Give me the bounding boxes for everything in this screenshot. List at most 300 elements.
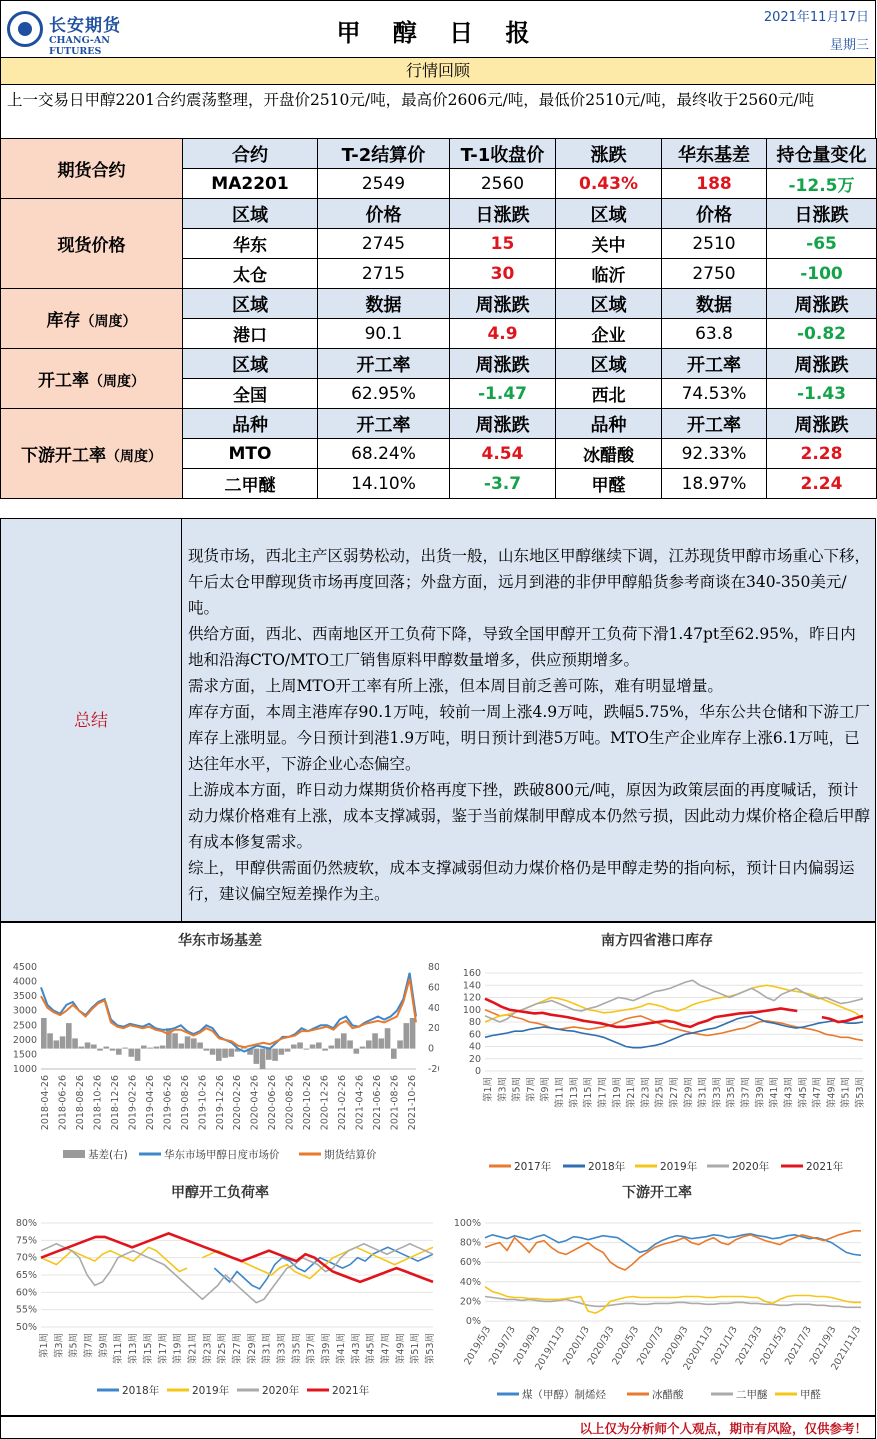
- futures-header: 华东基差: [662, 139, 767, 169]
- y-tick-label: 4000: [12, 976, 37, 988]
- x-tick-label: 第27周: [669, 1077, 680, 1109]
- operating-change: -1.47: [450, 379, 556, 409]
- futures-basis: 188: [662, 169, 767, 199]
- operating-label-sub: （周度）: [89, 374, 145, 390]
- operating-header: 区域: [183, 349, 318, 379]
- x-tick-label: 第13周: [568, 1077, 580, 1109]
- x-tick-label: 2021-04-26: [354, 1075, 366, 1131]
- x-tick-label: 2019-12-26: [214, 1075, 226, 1131]
- y-tick-label: 20: [468, 1053, 481, 1065]
- operating-change: -1.43: [767, 379, 877, 409]
- x-tick-label: 第41周: [769, 1077, 781, 1109]
- operating-header: 开工率: [318, 349, 450, 379]
- basis-bar: [104, 1047, 110, 1049]
- y-tick-label: 20%: [459, 1296, 481, 1308]
- y-tick-label: 60: [468, 1029, 481, 1041]
- y-tick-label: 55%: [15, 1304, 37, 1316]
- futures-change: 0.43%: [556, 169, 662, 199]
- basis-bar: [72, 1038, 78, 1048]
- spot-header: 区域: [556, 199, 662, 229]
- legend-label: 2019年: [192, 1385, 230, 1397]
- basis-bar: [179, 1044, 185, 1049]
- legend-label: 煤（甲醇）制烯烃: [522, 1389, 606, 1401]
- x-tick-label: 第17周: [157, 1333, 169, 1365]
- inventory-section-label: [1, 289, 183, 349]
- x-tick-label: 第39周: [321, 1333, 333, 1365]
- inventory-header: 周涨跌: [767, 289, 877, 319]
- x-tick-label: 第45周: [797, 1077, 809, 1109]
- y-tick-label: 80: [468, 1017, 481, 1028]
- chart-basis: [1, 923, 450, 1173]
- series-line: [485, 1234, 861, 1256]
- y-tick-label: 2500: [12, 1020, 37, 1032]
- x-tick-label: 第33周: [711, 1077, 723, 1109]
- basis-bar: [410, 1018, 416, 1049]
- basis-bar: [191, 1038, 197, 1048]
- x-tick-label: 2019-02-26: [127, 1075, 139, 1131]
- basis-bar: [397, 1040, 403, 1048]
- y2-tick-label: 600: [428, 982, 447, 994]
- summary-paragraph: 现货市场，西北主产区弱势松动，出货一般，山东地区甲醇继续下调，江苏现货甲醇市场重心下移，午后太仓甲醇现货市场再度回落；外盘方面，远月到港的非伊甲醇船货参考商谈在340-350美元/吨。: [188, 547, 871, 617]
- basis-bar: [122, 1048, 128, 1049]
- x-tick-label: 2021-02-26: [337, 1075, 349, 1131]
- legend-label: 2020年: [262, 1385, 300, 1397]
- x-tick-label: 2019-06-26: [162, 1075, 174, 1131]
- x-tick-label: 第9周: [98, 1333, 110, 1359]
- downstream-header: 开工率: [662, 409, 767, 439]
- futures-header: 合约: [183, 139, 318, 169]
- series-line: [485, 1016, 863, 1048]
- x-tick-label: 2019/5/3: [462, 1324, 494, 1367]
- summary-paragraph: 库存方面，本周主港库存90.1万吨，较前一周上涨4.9万吨，跌幅5.75%，华东公共仓储和下游工厂库存上涨明显。今日预计到港1.9万吨，明日预计到港5万吨。MTO生产企业库存上涨6.1万吨，已达往年水平，下游企业心态偏空。: [188, 703, 870, 773]
- x-tick-label: 2019-08-26: [179, 1075, 191, 1131]
- x-tick-label: 第45周: [365, 1333, 377, 1365]
- y-tick-label: 60%: [15, 1287, 37, 1299]
- disclaimer: 以上仅为分析师个人观点，期市有风险，仅供参考！: [579, 1421, 867, 1436]
- basis-bar: [310, 1045, 316, 1049]
- x-tick-label: 第41周: [335, 1333, 347, 1365]
- x-tick-label: 2020/9/3: [659, 1324, 691, 1367]
- x-tick-label: 第7周: [83, 1333, 95, 1359]
- x-tick-label: 第25周: [217, 1333, 229, 1365]
- x-tick-label: 第49周: [826, 1077, 838, 1109]
- x-tick-label: 2020/3/3: [585, 1324, 617, 1367]
- y-tick-label: 100: [462, 1004, 481, 1016]
- spot-region: 华东: [183, 229, 318, 259]
- y2-tick-label: -200: [428, 1064, 450, 1075]
- x-tick-label: 第31周: [261, 1333, 273, 1365]
- basis-bar: [116, 1049, 122, 1055]
- downstream-rate: 92.33%: [662, 439, 767, 469]
- x-tick-label: 2019-04-26: [144, 1075, 156, 1131]
- footer: [0, 1416, 876, 1439]
- spot-price: 2510: [662, 229, 767, 259]
- futures-header: T-2结算价: [318, 139, 450, 169]
- x-tick-label: 2019/9/3: [511, 1324, 543, 1367]
- basis-bar: [54, 1040, 60, 1048]
- summary-text: [181, 518, 876, 922]
- basis-bar: [41, 1018, 47, 1049]
- x-tick-label: 第47周: [812, 1077, 824, 1109]
- y-tick-label: 80%: [15, 1218, 37, 1229]
- x-tick-label: 2020-06-26: [267, 1075, 279, 1131]
- basis-bar: [372, 1033, 378, 1048]
- x-tick-label: 第29周: [683, 1077, 695, 1109]
- basis-bar: [210, 1049, 216, 1055]
- x-tick-label: 第15周: [583, 1077, 595, 1109]
- x-tick-label: 2021/9/3: [807, 1324, 839, 1367]
- spot-header: 区域: [183, 199, 318, 229]
- x-tick-label: 第47周: [380, 1333, 392, 1365]
- x-tick-label: 第25周: [654, 1077, 666, 1109]
- y-tick-label: 120: [462, 992, 481, 1004]
- x-tick-label: 2021-10-26: [407, 1075, 418, 1131]
- operating-header: 开工率: [662, 349, 767, 379]
- basis-bar: [97, 1049, 103, 1051]
- review-title: 行情回顾: [0, 57, 876, 85]
- series-line: [485, 1287, 861, 1314]
- basis-bar: [66, 1023, 72, 1049]
- legend-label: 期货结算价: [324, 1149, 377, 1161]
- basis-bar: [385, 1028, 391, 1048]
- spot-change: -100: [767, 259, 877, 289]
- spot-change: 30: [450, 259, 556, 289]
- spot-price: 2745: [318, 229, 450, 259]
- downstream-product: 冰醋酸: [556, 439, 662, 469]
- downstream-label-sub: （周度）: [106, 449, 162, 465]
- y2-tick-label: 400: [428, 1002, 447, 1014]
- spot-price: 2715: [318, 259, 450, 289]
- series-line: [41, 1247, 433, 1278]
- inventory-header: 数据: [662, 289, 767, 319]
- x-tick-label: 第11周: [113, 1333, 125, 1365]
- x-tick-label: 第11周: [554, 1077, 566, 1109]
- y2-tick-label: 200: [428, 1023, 447, 1035]
- legend-swatch: [63, 1150, 85, 1158]
- x-tick-label: 第5周: [68, 1333, 80, 1359]
- x-tick-label: 第51周: [840, 1077, 852, 1109]
- downstream-rate: 18.97%: [662, 469, 767, 499]
- downstream-rate: 14.10%: [318, 469, 450, 499]
- x-tick-label: 2018-08-26: [74, 1075, 86, 1131]
- x-tick-label: 2020/5/3: [610, 1324, 642, 1367]
- basis-bar: [222, 1049, 228, 1058]
- basis-bar: [379, 1038, 385, 1048]
- x-tick-label: 第19周: [172, 1333, 184, 1365]
- spot-price: 2750: [662, 259, 767, 289]
- x-tick-label: 2020-02-26: [232, 1075, 244, 1131]
- downstream-header: 开工率: [318, 409, 450, 439]
- y2-tick-label: 800: [428, 962, 447, 973]
- downstream-label: 下游开工率: [21, 446, 106, 466]
- x-tick-label: 第1周: [39, 1333, 50, 1359]
- x-tick-label: 2021/5/3: [758, 1324, 790, 1367]
- spot-header: 价格: [318, 199, 450, 229]
- legend-label: 2018年: [588, 1161, 626, 1173]
- inventory-region: 企业: [556, 319, 662, 349]
- x-tick-label: 2020-10-26: [302, 1075, 314, 1131]
- x-tick-label: 第17周: [597, 1077, 609, 1109]
- spot-header: 日涨跌: [767, 199, 877, 229]
- summary-paragraph: 综上，甲醇供需面仍然疲软，成本支撑减弱但动力煤价格仍是甲醇走势的指向标，预计日内偏弱运行，建议偏空短差操作为主。: [188, 859, 855, 903]
- futures-header: 涨跌: [556, 139, 662, 169]
- legend-label: 2017年: [514, 1161, 552, 1173]
- inventory-change: 4.9: [450, 319, 556, 349]
- y-tick-label: 2000: [12, 1034, 37, 1046]
- basis-bar: [347, 1040, 353, 1048]
- x-tick-label: 2018-10-26: [92, 1075, 104, 1131]
- x-tick-label: 2021/1/3: [709, 1324, 740, 1367]
- inventory-label-sub: （周度）: [80, 314, 137, 330]
- x-tick-label: 2020-04-26: [249, 1075, 261, 1131]
- x-tick-label: 第53周: [425, 1333, 436, 1365]
- x-tick-label: 第3周: [53, 1333, 65, 1359]
- basis-bar: [47, 1033, 53, 1048]
- spot-header: 价格: [662, 199, 767, 229]
- downstream-product: 二甲醚: [183, 469, 318, 499]
- logo-en: CHANG-AN FUTURES: [49, 35, 110, 57]
- summary-paragraph: 需求方面，上周MTO开工率有所上涨，但本周目前乏善可陈，难有明显增量。: [188, 677, 723, 695]
- spot-change: -65: [767, 229, 877, 259]
- operating-label: 开工率: [38, 371, 89, 391]
- basis-bar: [404, 1023, 410, 1049]
- x-tick-label: 第5周: [511, 1077, 523, 1103]
- x-tick-label: 2021/11/3: [829, 1324, 864, 1373]
- x-tick-label: 2020/1/3: [561, 1324, 592, 1367]
- report-date: 2021年11月17日: [763, 10, 869, 25]
- legend-label: 2019年: [660, 1161, 698, 1173]
- x-tick-label: 2019-10-26: [197, 1075, 209, 1131]
- operating-header: 区域: [556, 349, 662, 379]
- summary-paragraph: 供给方面，西北、西南地区开工负荷下降，导致全国甲醇开工负荷下滑1.47pt至62.95%，昨日内地和沿海CTO/MTO工厂销售原料甲醇数量增多，供应预期增多。: [188, 625, 856, 669]
- spot-header: 日涨跌: [450, 199, 556, 229]
- x-tick-label: 第37周: [306, 1333, 318, 1365]
- basis-bar: [154, 1047, 160, 1049]
- review-text: 上一交易日甲醇2201合约震荡整理，开盘价2510元/吨，最高价2606元/吨，最低价2510元/吨，最终收于2560元/吨: [0, 84, 876, 139]
- downstream-change: 4.54: [450, 439, 556, 469]
- inventory-region: 港口: [183, 319, 318, 349]
- x-tick-label: 第7周: [525, 1077, 537, 1103]
- logo-cn: 长安期货: [49, 16, 121, 36]
- basis-bar: [197, 1042, 203, 1048]
- basis-bar: [204, 1049, 210, 1051]
- y-tick-label: 100%: [453, 1218, 481, 1229]
- x-tick-label: 2018-04-26: [40, 1075, 51, 1131]
- spot-region: 太仓: [183, 259, 318, 289]
- market-data-table: [0, 138, 877, 499]
- inventory-value: 63.8: [662, 319, 767, 349]
- legend-label: 2020年: [732, 1161, 770, 1173]
- x-tick-label: 第27周: [232, 1333, 243, 1365]
- basis-bar: [185, 1036, 191, 1048]
- operating-region: 西北: [556, 379, 662, 409]
- operating-header: 周涨跌: [767, 349, 877, 379]
- futures-header: T-1收盘价: [450, 139, 556, 169]
- report-weekday: 星期三: [829, 38, 869, 53]
- x-tick-label: 第15周: [142, 1333, 154, 1365]
- x-tick-label: 2020/7/3: [635, 1324, 666, 1367]
- x-tick-label: 第23周: [202, 1333, 214, 1365]
- y-tick-label: 1500: [12, 1049, 37, 1061]
- y-tick-label: 65%: [15, 1270, 37, 1281]
- x-tick-label: 2019/11/3: [533, 1324, 568, 1373]
- spot-region: 临沂: [556, 259, 662, 289]
- report-header: [0, 0, 876, 58]
- downstream-product: MTO: [183, 439, 318, 469]
- x-tick-label: 2020-12-26: [319, 1075, 331, 1131]
- y-tick-label: 70%: [15, 1252, 37, 1264]
- x-tick-label: 2021-06-26: [372, 1075, 384, 1131]
- chart-area: [0, 922, 876, 1416]
- x-tick-label: 2021-08-26: [389, 1075, 401, 1131]
- legend-label: 华东市场甲醇日度市场价: [164, 1149, 280, 1161]
- operating-rate: 74.53%: [662, 379, 767, 409]
- x-tick-label: 第1周: [483, 1077, 494, 1103]
- spot-change: 15: [450, 229, 556, 259]
- x-tick-label: 第23周: [640, 1077, 652, 1109]
- x-tick-label: 第39周: [754, 1077, 766, 1109]
- basis-bar: [172, 1033, 178, 1048]
- x-tick-label: 第33周: [276, 1333, 288, 1365]
- x-tick-label: 第21周: [187, 1333, 199, 1365]
- basis-bar: [316, 1042, 322, 1048]
- inventory-change: -0.82: [767, 319, 877, 349]
- inventory-value: 90.1: [318, 319, 450, 349]
- summary-paragraph: 上游成本方面，昨日动力煤期货价格再度下挫，跌破800元/吨，原因为政策层面的再度喊话，预计动力煤价格难有上涨，成本支撑减弱，鉴于当前煤制甲醇成本仍然亏损，因此动力煤价格企稳后甲醇有成本修复需求。: [188, 781, 871, 851]
- series-line: [41, 979, 416, 1047]
- legend-label: 甲醛: [800, 1389, 821, 1401]
- basis-bar: [141, 1046, 147, 1049]
- y-tick-label: 60%: [459, 1257, 481, 1269]
- series-line: [485, 985, 863, 1022]
- basis-bar: [335, 1038, 341, 1048]
- series-line: [485, 1010, 863, 1041]
- basis-bar: [216, 1049, 222, 1061]
- y-tick-label: 3500: [12, 991, 37, 1003]
- legend-label: 冰醋酸: [652, 1389, 684, 1401]
- company-logo: [7, 7, 137, 57]
- basis-bar: [147, 1048, 153, 1049]
- summary-label: 总结: [0, 518, 182, 922]
- x-tick-label: 第13周: [128, 1333, 140, 1365]
- x-tick-label: 第3周: [497, 1077, 509, 1103]
- downstream-rate: 68.24%: [318, 439, 450, 469]
- x-tick-label: 第53周: [855, 1077, 866, 1109]
- inventory-header: 数据: [318, 289, 450, 319]
- chart-title: 下游开工率: [622, 1185, 692, 1201]
- downstream-header: 品种: [183, 409, 318, 439]
- basis-bar: [110, 1049, 116, 1051]
- x-tick-label: 第37周: [740, 1077, 752, 1109]
- basis-bar: [135, 1049, 141, 1061]
- basis-bar: [322, 1049, 328, 1051]
- x-tick-label: 2020-08-26: [284, 1075, 296, 1131]
- basis-bar: [354, 1049, 360, 1054]
- chart-title: 南方四省港口库存: [601, 933, 713, 949]
- legend-label: 2021年: [332, 1385, 370, 1397]
- x-tick-label: 第43周: [783, 1077, 795, 1109]
- chart-downstream-rate: [439, 1175, 875, 1415]
- downstream-header: 周涨跌: [450, 409, 556, 439]
- inventory-header: 周涨跌: [450, 289, 556, 319]
- basis-bar: [91, 1045, 97, 1049]
- basis-bar: [254, 1049, 260, 1064]
- x-tick-label: 第19周: [611, 1077, 623, 1109]
- downstream-change: 2.24: [767, 469, 877, 499]
- basis-bar: [260, 1049, 266, 1069]
- basis-bar: [279, 1049, 285, 1055]
- legend-label: 二甲醚: [736, 1389, 768, 1401]
- basis-bar: [304, 1049, 310, 1050]
- basis-bar: [229, 1049, 235, 1057]
- y-tick-label: 80%: [459, 1237, 481, 1249]
- operating-region: 全国: [183, 379, 318, 409]
- spot-section-label: 现货价格: [1, 199, 183, 289]
- basis-bar: [329, 1046, 335, 1049]
- basis-bar: [360, 1047, 366, 1049]
- futures-oi-change: -12.5万: [767, 169, 877, 199]
- y-tick-label: 160: [462, 968, 481, 979]
- downstream-change: 2.28: [767, 439, 877, 469]
- x-tick-label: 第51周: [410, 1333, 422, 1365]
- y-tick-label: 40%: [459, 1276, 481, 1288]
- x-tick-label: 第43周: [350, 1333, 362, 1365]
- x-tick-label: 第9周: [540, 1077, 552, 1103]
- basis-bar: [60, 1036, 66, 1048]
- basis-bar: [391, 1049, 397, 1059]
- inventory-header: 区域: [556, 289, 662, 319]
- downstream-product: 甲醛: [556, 469, 662, 499]
- x-tick-label: 2021/7/3: [783, 1324, 814, 1367]
- x-tick-label: 第31周: [697, 1077, 709, 1109]
- x-tick-label: 2021/3/3: [733, 1324, 765, 1367]
- x-tick-label: 第35周: [726, 1077, 738, 1109]
- basis-bar: [129, 1049, 135, 1057]
- futures-header: 持仓量变化: [767, 139, 877, 169]
- y2-tick-label: 0: [428, 1043, 435, 1055]
- downstream-section-label: [1, 409, 183, 499]
- x-tick-label: 2020/11/3: [681, 1324, 716, 1373]
- page-title: 甲 醇 日 报: [336, 19, 542, 47]
- basis-bar: [341, 1033, 347, 1048]
- x-tick-label: 第35周: [291, 1333, 303, 1365]
- inventory-label: 库存: [46, 311, 81, 331]
- y-tick-label: 3000: [12, 1005, 37, 1017]
- spot-region: 关中: [556, 229, 662, 259]
- y-tick-label: 1000: [12, 1064, 37, 1075]
- y-tick-label: 140: [462, 980, 481, 992]
- x-tick-label: 2019/7/3: [487, 1324, 518, 1367]
- inventory-header: 区域: [183, 289, 318, 319]
- y-tick-label: 40: [468, 1041, 481, 1053]
- operating-section-label: [1, 349, 183, 409]
- downstream-header: 品种: [556, 409, 662, 439]
- y-tick-label: 50%: [15, 1322, 37, 1333]
- futures-t1-close: 2560: [450, 169, 556, 199]
- basis-bar: [160, 1046, 166, 1049]
- chart-title: 华东市场基差: [178, 933, 262, 949]
- basis-bar: [272, 1049, 278, 1061]
- chart-port-inventory: [439, 923, 875, 1173]
- operating-header: 周涨跌: [450, 349, 556, 379]
- y-tick-label: 75%: [15, 1235, 37, 1247]
- downstream-change: -3.7: [450, 469, 556, 499]
- operating-rate: 62.95%: [318, 379, 450, 409]
- futures-contract: MA2201: [183, 169, 318, 199]
- legend-label: 2021年: [806, 1161, 844, 1173]
- x-tick-label: 2018-12-26: [109, 1075, 121, 1131]
- logo-emblem-icon: [7, 11, 43, 47]
